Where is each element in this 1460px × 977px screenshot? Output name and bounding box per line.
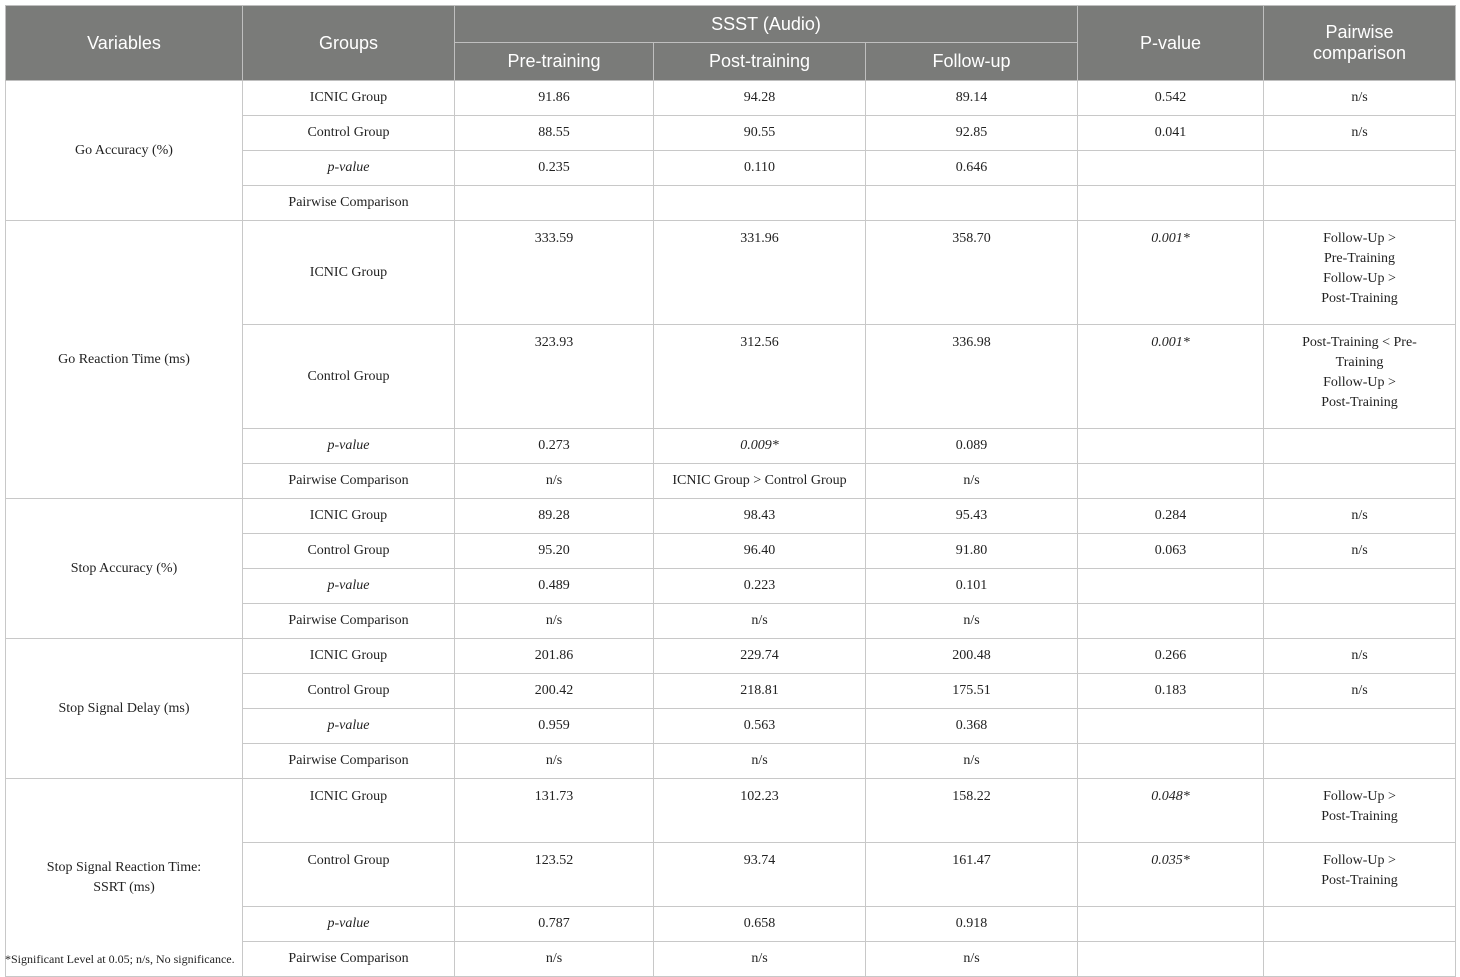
header-pre-training: Pre-training [455, 43, 654, 81]
cell-empty [1264, 429, 1456, 464]
cell-empty [1078, 907, 1264, 942]
header-pairwise [1264, 6, 1456, 81]
pairwise-line: Post-Training [1321, 291, 1398, 306]
cell-pairwise [1264, 843, 1456, 907]
group-label: p-value [243, 429, 455, 464]
variable-stop-signal-delay: Stop Signal Delay (ms) [6, 639, 243, 779]
cell-pre: 123.52 [455, 843, 654, 907]
cell-post: 94.28 [654, 81, 866, 116]
cell-empty [1264, 186, 1456, 221]
group-label: p-value [243, 709, 455, 744]
variable-ssrt-line2: SSRT (ms) [93, 879, 155, 895]
cell-pairwise: n/s [1264, 534, 1456, 569]
table-header [6, 6, 1456, 81]
cell-empty [1078, 744, 1264, 779]
group-label: Control Group [243, 674, 455, 709]
table-row [6, 221, 1456, 325]
group-label: Control Group [243, 534, 455, 569]
cell-empty [1078, 569, 1264, 604]
cell-post: 331.96 [654, 221, 866, 325]
cell-follow: 92.85 [866, 116, 1078, 151]
cell-follow: 95.43 [866, 499, 1078, 534]
cell-p-value: 0.001* [1078, 221, 1264, 325]
cell-pre: 323.93 [455, 325, 654, 429]
cell-pairwise: n/s [1264, 674, 1456, 709]
cell-pre: 0.787 [455, 907, 654, 942]
cell-empty [455, 186, 654, 221]
group-label: p-value [243, 569, 455, 604]
cell-follow: 161.47 [866, 843, 1078, 907]
pairwise-line: Post-Training [1321, 873, 1398, 888]
group-label: ICNIC Group [243, 779, 455, 843]
cell-pairwise: n/s [1264, 81, 1456, 116]
cell-pre: 0.273 [455, 429, 654, 464]
cell-pre: 0.235 [455, 151, 654, 186]
cell-empty [1264, 604, 1456, 639]
cell-post: 93.74 [654, 843, 866, 907]
group-label: ICNIC Group [243, 81, 455, 116]
cell-post: 98.43 [654, 499, 866, 534]
variable-stop-accuracy: Stop Accuracy (%) [6, 499, 243, 639]
cell-follow: 175.51 [866, 674, 1078, 709]
group-label: ICNIC Group [243, 499, 455, 534]
cell-follow: 200.48 [866, 639, 1078, 674]
table-row [6, 779, 1456, 843]
cell-p-value: 0.183 [1078, 674, 1264, 709]
cell-follow: 0.368 [866, 709, 1078, 744]
pairwise-line: Post-Training [1321, 809, 1398, 824]
variable-go-accuracy: Go Accuracy (%) [6, 81, 243, 221]
cell-empty [1078, 186, 1264, 221]
cell-p-value: 0.041 [1078, 116, 1264, 151]
footnote: *Significant Level at 0.05; n/s, No significance. [5, 952, 235, 966]
cell-follow: 89.14 [866, 81, 1078, 116]
cell-pre: 200.42 [455, 674, 654, 709]
cell-post: 312.56 [654, 325, 866, 429]
cell-pre: 131.73 [455, 779, 654, 843]
results-table [5, 5, 1456, 977]
header-variables: Variables [6, 6, 243, 81]
cell-p-value: 0.284 [1078, 499, 1264, 534]
pairwise-line: Follow-Up > [1323, 789, 1396, 804]
header-post-training: Post-training [654, 43, 866, 81]
pairwise-line: Follow-Up > [1323, 271, 1396, 286]
cell-post: 90.55 [654, 116, 866, 151]
table-row [6, 639, 1456, 674]
group-label: Control Group [243, 325, 455, 429]
cell-empty [1078, 604, 1264, 639]
cell-empty [1264, 151, 1456, 186]
pairwise-line: Training [1335, 355, 1384, 370]
cell-empty [1264, 709, 1456, 744]
header-pairwise-line2: comparison [1312, 43, 1407, 63]
cell-pre: 89.28 [455, 499, 654, 534]
variable-ssrt-line1: Stop Signal Reaction Time: [46, 859, 202, 875]
cell-follow: 358.70 [866, 221, 1078, 325]
group-label: Pairwise Comparison [243, 604, 455, 639]
cell-p-value: 0.542 [1078, 81, 1264, 116]
cell-post: n/s [654, 604, 866, 639]
cell-post: n/s [654, 942, 866, 977]
cell-pre: n/s [455, 942, 654, 977]
group-label: ICNIC Group [243, 221, 455, 325]
cell-empty [1264, 464, 1456, 499]
cell-empty [1264, 907, 1456, 942]
cell-follow: 0.101 [866, 569, 1078, 604]
cell-p-value: 0.063 [1078, 534, 1264, 569]
cell-empty [1264, 942, 1456, 977]
cell-empty [1078, 942, 1264, 977]
group-label: Pairwise Comparison [243, 744, 455, 779]
pairwise-line: Follow-Up > [1323, 375, 1396, 390]
cell-follow: n/s [866, 942, 1078, 977]
cell-post: 0.563 [654, 709, 866, 744]
cell-pairwise: n/s [1264, 499, 1456, 534]
variable-ssrt [6, 779, 243, 977]
pairwise-line: Post-Training [1321, 395, 1398, 410]
cell-pre: n/s [455, 464, 654, 499]
cell-follow: 336.98 [866, 325, 1078, 429]
cell-pairwise: n/s [1264, 639, 1456, 674]
cell-post: 218.81 [654, 674, 866, 709]
header-ssst-audio: SSST (Audio) [455, 6, 1078, 43]
cell-post: 96.40 [654, 534, 866, 569]
table-row [6, 81, 1456, 116]
pairwise-line: Follow-Up > [1323, 231, 1396, 246]
cell-pre: 201.86 [455, 639, 654, 674]
group-label: Pairwise Comparison [243, 186, 455, 221]
cell-pre: 0.959 [455, 709, 654, 744]
group-label: p-value [243, 907, 455, 942]
cell-pairwise: n/s [1264, 116, 1456, 151]
cell-follow: 0.646 [866, 151, 1078, 186]
cell-pairwise [1264, 779, 1456, 843]
cell-pre: 88.55 [455, 116, 654, 151]
cell-empty [1078, 429, 1264, 464]
cell-empty [654, 186, 866, 221]
pairwise-line: Pre-Training [1323, 251, 1396, 266]
cell-follow: 158.22 [866, 779, 1078, 843]
cell-pre: 0.489 [455, 569, 654, 604]
cell-pairwise [1264, 221, 1456, 325]
cell-follow: n/s [866, 744, 1078, 779]
pairwise-line: Post-Training < Pre- [1302, 335, 1417, 350]
group-label: Pairwise Comparison [243, 464, 455, 499]
cell-post: n/s [654, 744, 866, 779]
cell-pre: 95.20 [455, 534, 654, 569]
cell-follow: 91.80 [866, 534, 1078, 569]
table-row [6, 499, 1456, 534]
cell-p-value: 0.048* [1078, 779, 1264, 843]
cell-post: 0.658 [654, 907, 866, 942]
cell-empty [866, 186, 1078, 221]
variable-go-reaction-time: Go Reaction Time (ms) [6, 221, 243, 499]
cell-empty [1078, 464, 1264, 499]
group-label: ICNIC Group [243, 639, 455, 674]
header-pairwise-line1: Pairwise [1325, 22, 1394, 42]
cell-empty [1078, 151, 1264, 186]
cell-pre: 91.86 [455, 81, 654, 116]
cell-follow: n/s [866, 604, 1078, 639]
cell-follow: 0.918 [866, 907, 1078, 942]
cell-pre: 333.59 [455, 221, 654, 325]
group-label: Control Group [243, 843, 455, 907]
cell-empty [1078, 709, 1264, 744]
cell-pre: n/s [455, 744, 654, 779]
cell-follow: n/s [866, 464, 1078, 499]
cell-p-value: 0.001* [1078, 325, 1264, 429]
cell-post: 102.23 [654, 779, 866, 843]
cell-follow: 0.089 [866, 429, 1078, 464]
pairwise-line: Follow-Up > [1323, 853, 1396, 868]
cell-pairwise [1264, 325, 1456, 429]
cell-empty [1264, 744, 1456, 779]
cell-p-value: 0.266 [1078, 639, 1264, 674]
cell-post: 229.74 [654, 639, 866, 674]
cell-post: 0.110 [654, 151, 866, 186]
header-follow-up: Follow-up [866, 43, 1078, 81]
cell-post: 0.009* [654, 429, 866, 464]
group-label: Pairwise Comparison [243, 942, 455, 977]
header-p-value: P-value [1078, 6, 1264, 81]
group-label: Control Group [243, 116, 455, 151]
header-groups: Groups [243, 6, 455, 81]
cell-empty [1264, 569, 1456, 604]
cell-pre: n/s [455, 604, 654, 639]
cell-post: ICNIC Group > Control Group [654, 464, 866, 499]
cell-p-value: 0.035* [1078, 843, 1264, 907]
group-label: p-value [243, 151, 455, 186]
cell-post: 0.223 [654, 569, 866, 604]
